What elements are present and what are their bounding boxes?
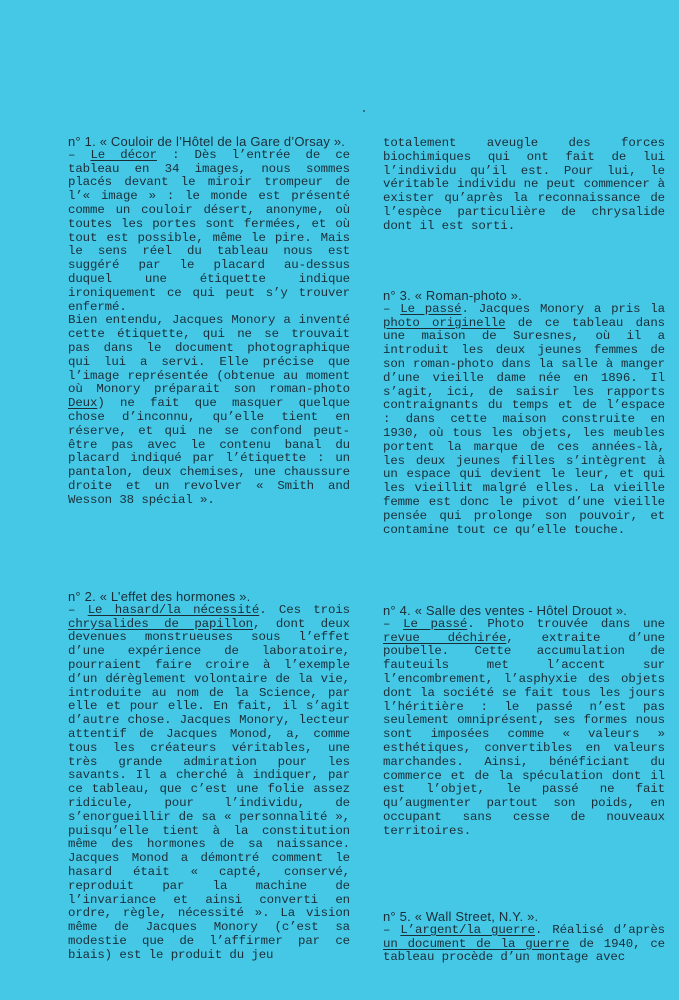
entry-4-text-c: , extraite d’une poubelle. Cette accumulation de fauteuils met l’accent sur l’encombrement, l’asphyxie des objets dont la société se fait tous les jours l’héritière : le passé n’est pas seulement omniprésent, ses formes nous sont imposées comme « valeurs » esthétiques, convertibles en valeurs marchandes. Ainsi, bénéficiant du commerce et de la spéculation dont il est l’objet, le passé ne fait qu’augmenter partout son poids, en occupant sans cesse de nouveaux territoires. xyxy=(383,630,665,838)
entry-5-text-c: de 1940, ce tableau procède d’un montage avec xyxy=(383,936,665,965)
entry-1 xyxy=(68,135,350,508)
entry-4-text-a: . Photo trouvée dans une xyxy=(467,616,666,631)
entry-3-heading: n° 3. « Roman-photo ». xyxy=(383,288,522,303)
entry-5-heading: n° 5. « Wall Street, N.Y. ». xyxy=(383,909,539,924)
entry-3-underlined-phrase: photo originelle xyxy=(383,315,506,330)
entry-5-underlined-phrase: un document de la guerre xyxy=(383,936,570,951)
entry-1-text-2b: ) ne fait que masquer quelque chose d’inconnu, qu’elle tient en réserve, et qui ne se confond peut-être pas avec le contenu banal du placard indiqué par l’étiquette : un pantalon, deux chemises, une chaussure droite et un revolver « Smith and Wesson 38 spécial ». xyxy=(68,396,350,507)
entry-1-heading: n° 1. « Couloir de l’Hôtel de la Gare d’Orsay ». xyxy=(68,134,346,149)
entry-3 xyxy=(383,289,665,537)
entry-3-body: – Le passé. Jacques Monory a pris la photo originelle de ce tableau dans une maison de Suresnes, où il a introduit les deux jeunes femmes de son roman-photo dans la salle à manger d’une vieille dame née en 1896. Il s’agit, ici, de saisir les rapports contraignants du temps et de l’espace : dans cette maison construite en 1930, où tous les objets, les meubles portent la marque de ces années-là, les deux jeunes filles s’intègrent à un espace qui devient le leur, et qui les vieillit malgré elles. La vieille femme est donc le pivot d’une vieille pensée qui prolonge son pouvoir, et contamine tout ce qu’elle touche. xyxy=(383,301,666,537)
entry-1-title-deux: Deux xyxy=(68,396,98,411)
entry-3-text-c: de ce tableau dans une maison de Suresnes, où il a introduit les deux jeunes femmes de son roman-photo dans la salle à manger d’une vieille dame née en 1896. Il s’agit, ici, de saisir les rapports contraignants du temps et de l’espace : dans cette maison construite en 1930, où tous les objets, les meubles portent la marque de ces années-là, les deux jeunes filles s’intègrent à un espace qui devient le leur, et qui les vieillit malgré elles. La vieille femme est donc le pivot d’une vieille pensée qui prolonge son pouvoir, et contamine tout ce qu’elle touche. xyxy=(383,315,665,537)
entry-5-label: L’argent/la guerre xyxy=(400,922,535,937)
entry-1-body-2 xyxy=(68,314,350,507)
entry-2-continuation xyxy=(383,137,665,234)
entry-5 xyxy=(383,910,665,965)
entry-2-heading: n° 2. « L’effet des hormones ». xyxy=(68,589,251,604)
entry-4-heading: n° 4. « Salle des ventes - Hôtel Drouot ». xyxy=(383,603,628,618)
entry-2-body: – Le hasard/la nécessité. Ces trois chrysalides de papillon, dont deux devenues monstrueuses sous l’effet d’une expérience de laboratoire, pourraient faire croire à l’exemple d’un dérèglement volontaire de la vie, introduite au nom de la Science, par elle et pour elle. En fait, il s’agit d’autre chose. Jacques Monory, lecteur attentif de Jacques Monod, a, comme tous les créateurs véritables, une très grande admiration pour les savants. Il a cherché à indiquer, par ce tableau, que c’est une folie assez ridicule, pour l’individu, de s’enorgueillir de sa « personnalité », puisqu’elle tient à la constitution même des hormones de sa naissance. Jacques Monod a démontré comment le hasard était « capté, conservé, reproduit par la machine de l’invariance et ainsi converti en ordre, règle, nécessité ». La vision même de Jacques Monory (c’est sa modestie que de l’affirmer par ce biais) est le produit du jeu xyxy=(68,602,350,962)
entry-4-label: Le passé xyxy=(403,616,468,631)
entry-1-label: Le décor xyxy=(90,147,157,162)
entry-4-underlined-phrase: revue déchirée xyxy=(383,630,507,645)
entry-4-body: – Le passé. Photo trouvée dans une revue déchirée, extraite d’une poubelle. Cette accumulation de fauteuils met l’accent sur l’encombrement, l’asphyxie des objets dont la société se fait tous les jours l’héritière : le passé n’est pas seulement omniprésent, ses formes nous sont imposées comme « valeurs » esthétiques, convertibles en valeurs marchandes. Ainsi, bénéficiant du commerce et de la spéculation dont il est l’objet, le passé ne fait qu’augmenter partout son poids, en occupant sans cesse de nouveaux territoires. xyxy=(383,616,666,838)
entry-4 xyxy=(383,604,665,839)
entry-5-text-a: . Réalisé d’après xyxy=(535,922,665,937)
entry-2-underlined-phrase: chrysalides de papillon xyxy=(68,616,254,631)
entry-2 xyxy=(68,590,350,963)
entry-1-body: – Le décor : Dès l’entrée de ce tableau en 34 images, nous sommes placés devant le miroir trompeur de l’« image » : le monde est présenté comme un couloir désert, anonyme, où toutes les portes sont fermées, et où tout est possible, même le pire. Mais le sens réel du tableau nous est suggéré par le placard au-dessus duquel une étiquette indique ironiquement ce qui peut s’y trouver enfermé. xyxy=(68,147,350,314)
entry-1-text: : Dès l’entrée de ce tableau en 34 images, nous sommes placés devant le miroir trompeur de l’« image » : le monde est présenté comme un couloir désert, anonyme, où toutes les portes sont fermées, et où tout est possible, même le pire. Mais le sens réel du tableau nous est suggéré par le placard au-dessus duquel une étiquette indique ironiquement ce qui peut s’y trouver enfermé. xyxy=(68,147,350,314)
entry-1-text-2a: Bien entendu, Jacques Monory a inventé cette étiquette, qui ne se trouvait pas dans le document photographique qui lui a servi. Elle précise que l’image représentée (obtenue au moment où Monory préparait son roman-photo xyxy=(68,313,350,397)
entry-3-text-a: . Jacques Monory a pris la xyxy=(461,301,666,316)
entry-2-text-c: , dont deux devenues monstrueuses sous l’effet d’une expérience de laboratoire, pourraient faire croire à l’exemple d’un dérèglement volontaire de la vie, introduite au nom de la Science, par elle et pour elle. En fait, il s’agit d’autre chose. Jacques Monory, lecteur attentif de Jacques Monod, a, comme tous les créateurs véritables, une très grande admiration pour les savants. Il a cherché à indiquer, par ce tableau, que c’est une folie assez ridicule, pour l’individu, de s’enorgueillir de sa « personnalité », puisqu’elle tient à la constitution même des hormones de sa naissance. Jacques Monod a démontré comment le hasard était « capté, conservé, reproduit par la machine de l’invariance et ainsi converti en ordre, règle, nécessité ». La vision même de Jacques Monory (c’est sa modestie que de l’affirmer par ce biais) est le produit du jeu xyxy=(68,616,350,962)
print-speck xyxy=(363,110,365,112)
entry-3-label: Le passé xyxy=(400,301,462,316)
entry-2-text-a: . Ces trois xyxy=(259,602,350,617)
entry-2-label: Le hasard/la nécessité xyxy=(87,602,260,617)
entry-5-body: – L’argent/la guerre. Réalisé d’après un document de la guerre de 1940, ce tableau procède d’un montage avec xyxy=(383,922,665,965)
continuation-text: totalement aveugle des forces biochimiques qui ont fait de lui l’individu qu’il est. Pour lui, le véritable individu ne peut commencer à exister qu’après la reconnaissance de l’espèce particulière de chrysalide dont il est sorti. xyxy=(383,136,665,233)
